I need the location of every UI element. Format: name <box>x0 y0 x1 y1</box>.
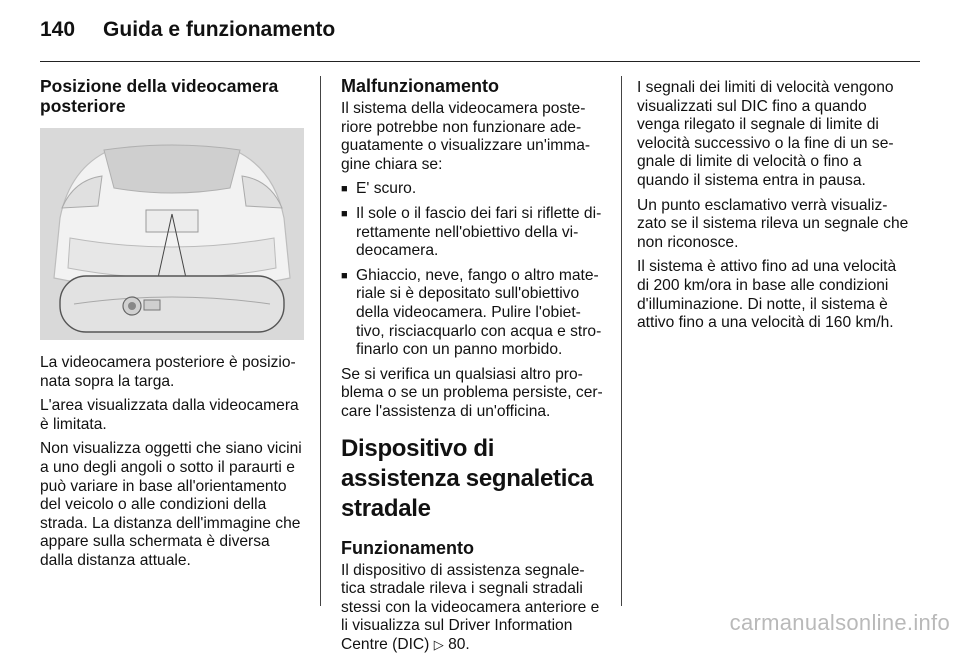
paragraph <box>341 562 605 655</box>
paragraph: Non visualizza oggetti che siano vicini a uno degli angoli o sotto il paraurti e può variare in base all'orientamento del veicolo o alle condizioni della strada. La distanza dell'immagine che appare sulla schermata è diversa dalla distanza attuale. <box>40 440 302 569</box>
page-header <box>40 18 335 48</box>
column-right <box>637 79 909 339</box>
list-item: ■ Ghiaccio, neve, fango o altro mate-riale si è depositato sull'obiettivo della videocamera. Pulire l'obiet-tivo, risciacquarlo con acqua e stro-finarlo con un panno morbido. <box>341 267 605 360</box>
section-heading-function: Funzionamento <box>341 537 474 558</box>
paragraph: La videocamera posteriore è posizio-nata sopra la targa. <box>40 354 296 390</box>
page-reference-arrow-icon: ▷ <box>433 636 444 652</box>
header-rule <box>40 61 920 62</box>
paragraph: Un punto esclamativo verrà visualiz-zato se il sistema rileva un segnale che non riconosce. <box>637 196 909 251</box>
paragraph: Se si verifica un qualsiasi altro pro-blema o se un problema persiste, cer-care l'assistenza di un'officina. <box>341 365 603 420</box>
section-heading-camera-position: Posizione della videocamera posteriore <box>40 76 279 116</box>
list-item: ■ Il sole o il fascio dei fari si riflette di-rettamente nell'obiettivo della vi-deocamera. <box>341 205 605 261</box>
chapter-section-title: Dispositivo di assistenza segnaletica stradale <box>341 434 594 522</box>
function-text: Il dispositivo di assistenza segnale-tica stradale rileva i segnali stradali stessi con la videocamera anteriore e li visualizza sul Driver Information Centre (DIC) <box>341 561 600 653</box>
section-heading-malfunction: Malfunzionamento <box>341 76 499 96</box>
page-reference[interactable]: 80. <box>448 635 470 653</box>
column-middle <box>341 76 605 660</box>
chapter-title: Guida e funzionamento <box>103 18 336 41</box>
column-left <box>40 76 306 577</box>
rear-camera-illustration <box>40 128 304 340</box>
watermark: carmanualsonline.info <box>729 610 950 635</box>
column-divider-1 <box>320 76 321 606</box>
paragraph: Il sistema è attivo fino ad una velocità di 200 km/ora in base alle condizioni d'illuminazione. Di notte, il sistema è attivo fino a una velocità di 160 km/h. <box>637 258 897 332</box>
list-item: ■ E' scuro. <box>341 180 605 199</box>
paragraph: I segnali dei limiti di velocità vengono visualizzati sul DIC fino a quando venga rilegato il segnale di limite di velocità successivo o la fine di un se-gnale di limite di velocità o fino a quando il sistema entra in pausa. <box>637 79 894 189</box>
malfunction-conditions-list <box>341 180 605 359</box>
column-divider-2 <box>621 76 622 606</box>
paragraph: Il sistema della videocamera poste-riore potrebbe non funzionare ade-guatamente o visualizzare un'imma-gine chiara se: <box>341 100 591 173</box>
paragraph: L'area visualizzata dalla videocamera è limitata. <box>40 397 299 433</box>
page-number: 140 <box>40 18 76 41</box>
